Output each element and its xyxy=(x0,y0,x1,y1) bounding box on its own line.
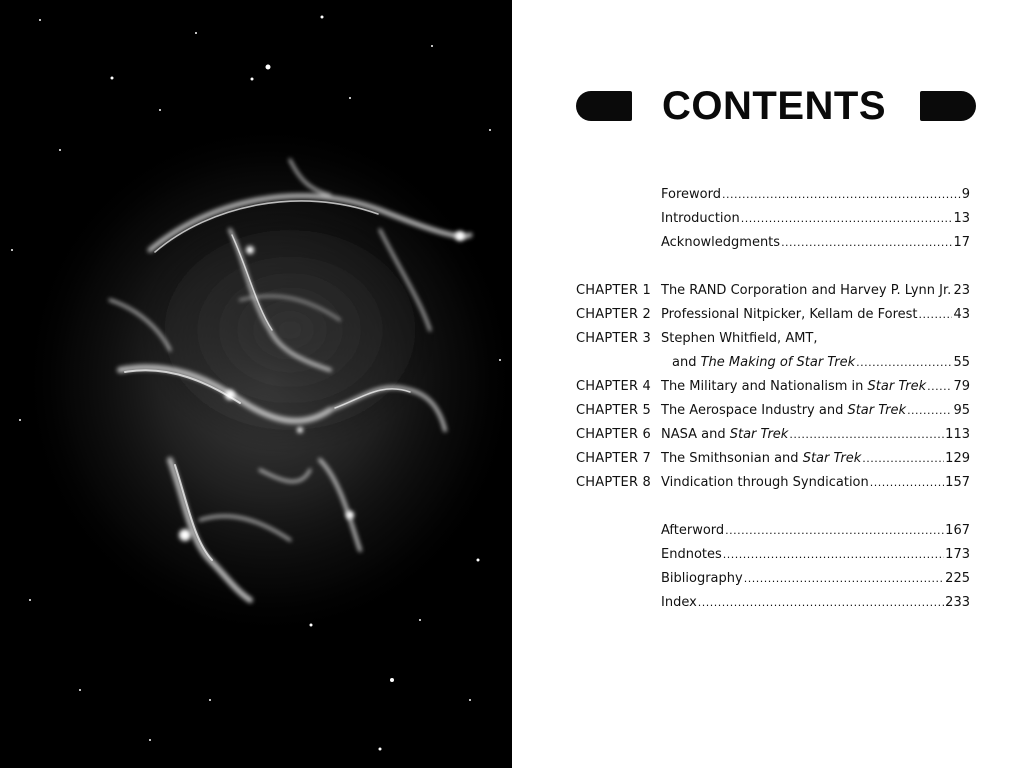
toc-title xyxy=(661,399,906,423)
toc-entry-index[interactable] xyxy=(576,591,976,615)
chapter-label: CHAPTER 3 xyxy=(576,331,651,346)
section-gap xyxy=(576,495,976,519)
toc-title-continued xyxy=(672,351,855,375)
toc-page-number: 23 xyxy=(953,283,970,298)
toc-page-number: 17 xyxy=(953,235,970,250)
toc-title-italic: Star Trek xyxy=(802,451,862,466)
toc-page-number: 225 xyxy=(945,571,970,586)
toc-entry-afterword[interactable] xyxy=(576,519,976,543)
toc-page-number: 129 xyxy=(945,451,970,466)
toc-entry-chapter-6[interactable] xyxy=(576,423,976,447)
dot-leader xyxy=(870,471,944,495)
dot-leader xyxy=(698,591,944,615)
chapter-label: CHAPTER 7 xyxy=(576,451,651,466)
toc-title-text: The Aerospace Industry and xyxy=(661,403,848,418)
toc-title: Endnotes xyxy=(661,547,722,562)
toc-page-number: 113 xyxy=(945,427,970,442)
toc-entry-bibliography[interactable] xyxy=(576,567,976,591)
toc-title: Vindication through Syndication xyxy=(661,475,869,490)
toc-entry-chapter-3-continued[interactable] xyxy=(576,351,976,375)
dot-leader xyxy=(741,207,953,231)
table-of-contents xyxy=(576,183,976,615)
toc-title-italic: The Making of Star Trek xyxy=(700,355,856,370)
chapter-label: CHAPTER 8 xyxy=(576,475,651,490)
toc-page-number: 95 xyxy=(953,403,970,418)
toc-page-number: 173 xyxy=(945,547,970,562)
toc-title: Bibliography xyxy=(661,571,743,586)
toc-entry-acknowledgments[interactable] xyxy=(576,231,976,255)
toc-title: Index xyxy=(661,595,697,610)
toc-title xyxy=(661,375,926,399)
toc-entry-chapter-3[interactable] xyxy=(576,327,976,351)
toc-title xyxy=(661,447,861,471)
toc-title-italic: Star Trek xyxy=(729,427,789,442)
section-gap xyxy=(576,255,976,279)
toc-page-number: 43 xyxy=(953,307,970,322)
toc-entry-endnotes[interactable] xyxy=(576,543,976,567)
chapter-label: CHAPTER 6 xyxy=(576,427,651,442)
toc-page-number: 79 xyxy=(953,379,970,394)
dot-leader xyxy=(907,399,952,423)
toc-entry-chapter-1[interactable] xyxy=(576,279,976,303)
dot-leader xyxy=(927,375,952,399)
toc-title: Professional Nitpicker, Kellam de Forest xyxy=(661,307,918,322)
toc-page-number: 167 xyxy=(945,523,970,538)
dot-leader xyxy=(723,543,944,567)
dot-leader xyxy=(725,519,944,543)
dot-leader xyxy=(862,447,944,471)
toc-entry-chapter-4[interactable] xyxy=(576,375,976,399)
contents-heading: CONTENTS xyxy=(662,84,886,128)
toc-title-text: NASA and xyxy=(661,427,730,442)
chapter-label: CHAPTER 4 xyxy=(576,379,651,394)
toc-title-prefix: and xyxy=(672,355,701,370)
toc-entry-chapter-5[interactable] xyxy=(576,399,976,423)
toc-page-number: 9 xyxy=(961,187,970,202)
toc-title: Afterword xyxy=(661,523,725,538)
toc-entry-chapter-2[interactable] xyxy=(576,303,976,327)
toc-title xyxy=(661,423,788,447)
chapter-label: CHAPTER 1 xyxy=(576,283,651,298)
toc-entry-introduction[interactable] xyxy=(576,207,976,231)
toc-entry-chapter-7[interactable] xyxy=(576,447,976,471)
toc-page-number: 55 xyxy=(953,355,970,370)
toc-title: Foreword xyxy=(661,187,721,202)
toc-title: Acknowledgments xyxy=(661,235,781,250)
toc-entry-chapter-8[interactable] xyxy=(576,471,976,495)
toc-title: The RAND Corporation and Harvey P. Lynn Jr. xyxy=(661,283,952,298)
heading-row xyxy=(512,86,1024,130)
toc-page-number: 13 xyxy=(953,211,970,226)
dot-leader xyxy=(919,303,953,327)
left-pill-ornament xyxy=(576,91,632,121)
contents-page xyxy=(512,0,1024,768)
toc-entry-foreword[interactable] xyxy=(576,183,976,207)
dot-leader xyxy=(744,567,944,591)
right-pill-ornament xyxy=(920,91,976,121)
dot-leader xyxy=(781,231,952,255)
chapter-label: CHAPTER 2 xyxy=(576,307,651,322)
toc-title-italic: Star Trek xyxy=(847,403,907,418)
toc-title: Stephen Whitfield, AMT, xyxy=(661,331,818,346)
chapter-label: CHAPTER 5 xyxy=(576,403,651,418)
toc-title: Introduction xyxy=(661,211,740,226)
dot-leader xyxy=(856,351,952,375)
toc-title-italic: Star Trek xyxy=(867,379,927,394)
dot-leader xyxy=(789,423,944,447)
dot-leader xyxy=(722,183,961,207)
toc-title-text: The Smithsonian and xyxy=(661,451,803,466)
toc-page-number: 157 xyxy=(945,475,970,490)
toc-title-text: The Military and Nationalism in xyxy=(661,379,868,394)
toc-page-number: 233 xyxy=(945,595,970,610)
